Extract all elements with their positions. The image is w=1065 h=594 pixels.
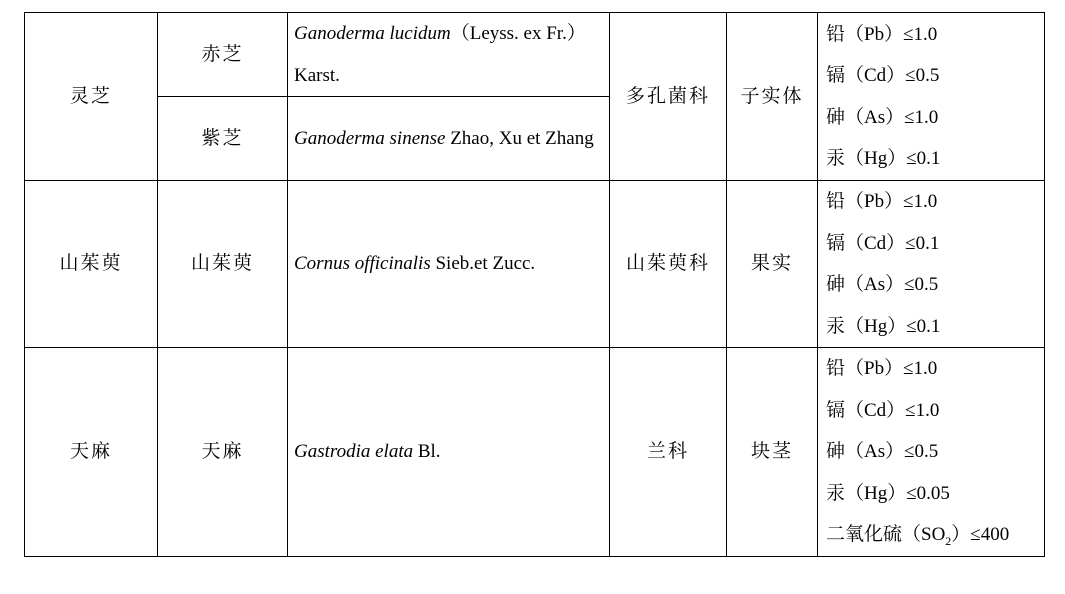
limit-hg: 汞（Hg）≤0.05 — [826, 482, 950, 504]
limit-cd: 镉（Cd）≤0.5 — [826, 65, 940, 86]
latin-genus-species: Ganoderma sinense — [294, 127, 446, 149]
limit-as: 砷（As）≤1.0 — [826, 106, 939, 128]
latin-name-cell — [288, 348, 610, 557]
species-cn-cell: 赤芝 — [158, 13, 288, 97]
limit-pb: 铅（Pb）≤1.0 — [826, 23, 938, 45]
family-cell: 兰科 — [610, 348, 727, 557]
so2-prefix: 二氧化硫（SO — [826, 524, 946, 546]
herb-name-cell: 山茱萸 — [25, 181, 158, 348]
limit-pb: 铅（Pb）≤1.0 — [826, 191, 938, 212]
limit-hg: 汞（Hg）≤0.1 — [826, 315, 941, 337]
latin-author: （Leyss. ex Fr.）Karst. — [294, 23, 586, 86]
limit-hg: 汞（Hg）≤0.1 — [826, 148, 941, 169]
limits-cell — [818, 13, 1045, 181]
table-row — [25, 181, 1045, 348]
part-cell: 子实体 — [727, 13, 818, 181]
family-cell: 山茱萸科 — [610, 181, 727, 348]
limit-as: 砷（As）≤0.5 — [826, 441, 939, 463]
herb-name-cell: 灵芝 — [25, 13, 158, 181]
latin-author: Sieb.et Zucc. — [430, 253, 536, 275]
species-cn-cell: 山茱萸 — [158, 181, 288, 348]
latin-genus-species: Gastrodia elata — [294, 441, 414, 463]
limit-pb: 铅（Pb）≤1.0 — [826, 358, 938, 380]
limits-cell — [818, 348, 1045, 557]
latin-name-cell — [288, 97, 610, 181]
limit-as: 砷（As）≤0.5 — [826, 274, 939, 295]
latin-name-cell — [288, 13, 610, 97]
latin-author: Zhao, Xu et Zhang — [445, 127, 594, 149]
herb-limits-table — [24, 12, 1045, 557]
limit-cd: 镉（Cd）≤1.0 — [826, 399, 940, 421]
latin-author: Bl. — [413, 441, 441, 463]
table-row — [25, 348, 1045, 557]
species-cn-cell: 天麻 — [158, 348, 288, 557]
latin-genus-species: Ganoderma lucidum — [294, 23, 451, 44]
family-cell: 多孔菌科 — [610, 13, 727, 181]
limit-so2 — [826, 514, 1044, 556]
limit-cd: 镉（Cd）≤0.1 — [826, 232, 940, 254]
latin-genus-species: Cornus officinalis — [294, 253, 431, 275]
species-cn-cell: 紫芝 — [158, 97, 288, 181]
herb-name-cell: 天麻 — [25, 348, 158, 557]
so2-subscript: 2 — [945, 534, 952, 549]
part-cell: 果实 — [727, 181, 818, 348]
table-row — [25, 13, 1045, 97]
latin-name-cell — [288, 181, 610, 348]
part-cell: 块茎 — [727, 348, 818, 557]
so2-suffix: ）≤400 — [951, 524, 1010, 546]
limits-cell — [818, 181, 1045, 348]
